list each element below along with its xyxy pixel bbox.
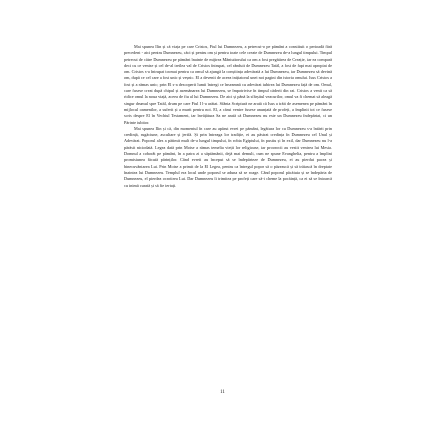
page-number: 11 bbox=[220, 390, 225, 395]
body-text bbox=[124, 44, 332, 189]
paragraph-2: Mai spunea Ilin și că, din momentul în care au apărut evrei pe pământ, legătura lor cu Dumnezeu s-a întărit prin credință, rugăciune, ascultare și jertfă. Și prin întreaga lor tradiție, ei au păstrat credința în Dumnezeu cel Unul și Adevărat. Poporul ales a pătimit mult de-a lungul timpului, în robia Egiptului, în pustiu și în exil, dar Dumnezeu nu l-a părăsit niciodată. Legea dată prin Moise a rămas temelia vieții lor religioase, iar proorocii au vestit venirea lui Mesia. Domnul a coborât pe pământ, în a patra zi a săptămânii, dejă mai demult, cum ne spune Evanghelia, pentru a împlini promisiunea făcută părinților. Când evreii au început să se îndepărteze de Dumnezeu, ei au pierdut pacea și binecuvântarea Lui. Prin Moise a primit de la El Legea, pentru ca întregul popor să o păzească și să trăiască în dreptate înaintea lui Dumnezeu. Templul era locul unde poporul se aduna să se roage. Când poporul păcătuia și se îndepărta de Dumnezeu, el pierdea ocrotirea Lui. Dar Dumnezeu îi trimitea pe profeți care să-i cheme la pocăință, ca ei să se întoarcă cu inimă curată și să fie iertați. bbox=[124, 125, 332, 188]
paragraph-1: Mai spunea Ilin și că viața pe care Cristos, Fiul lui Dumnezeu, a petrecut-o pe pământ a constituit o perioadă fără precedent - aici pentru Dumnezeu, căci și pentru om și pentru toate cele create de Dumnezeu de-a lungul timpului. Timpul petrecut de către Dumnezeu pe pământ înainte de mijirea Mântuitorului ca om a fost pregătirea de Creație, iar ea compară deci cu ce venise și cel de-al treilea val de Cristos întrupat, cel rânduit de Dumnezeu Tatăl, a fost de fapt mai apropiat de om. Cristos s-a întrupat tocmai pentru ca omul să ajungă la conștiința adevărată a lui Dumnezeu, iar Dumnezeu să devină om, după ce cel care a fost unic și veșnic. El a devenit de aceea inițiatorul unei noi pagini din istoria omului. Isus Cristos a fost și a rămas unic; prin El s-a descoperit lumii întregi ce înseamnă cu adevărat iubirea lui Dumnezeu față de om. Omul, care fusese creat după chipul și asemănarea lui Dumnezeu, se împotrivise în timpul căderii din rai. Cristos a venit ca să ridice omul la noua viață, aceea de fiu al lui Dumnezeu. De aici și până la sfârșitul veacurilor, omul va fi chemat să aleagă singur drumul spre Tatăl, drum pe care Fiul I l-a arătat. Sfânta Scriptură ne arată că Isus a trăit de asemenea pe pământ în mijlocul oamenilor, a suferit și a murit pentru noi. El, a cărui venire fusese anunțată de profeți, a împlinit tot ce fusese scris despre El în Vechiul Testament, iar învățătura Sa ne arată că Dumnezeu nu este un Dumnezeu îndepărtat, ci un Părinte iubitor. bbox=[124, 44, 332, 125]
